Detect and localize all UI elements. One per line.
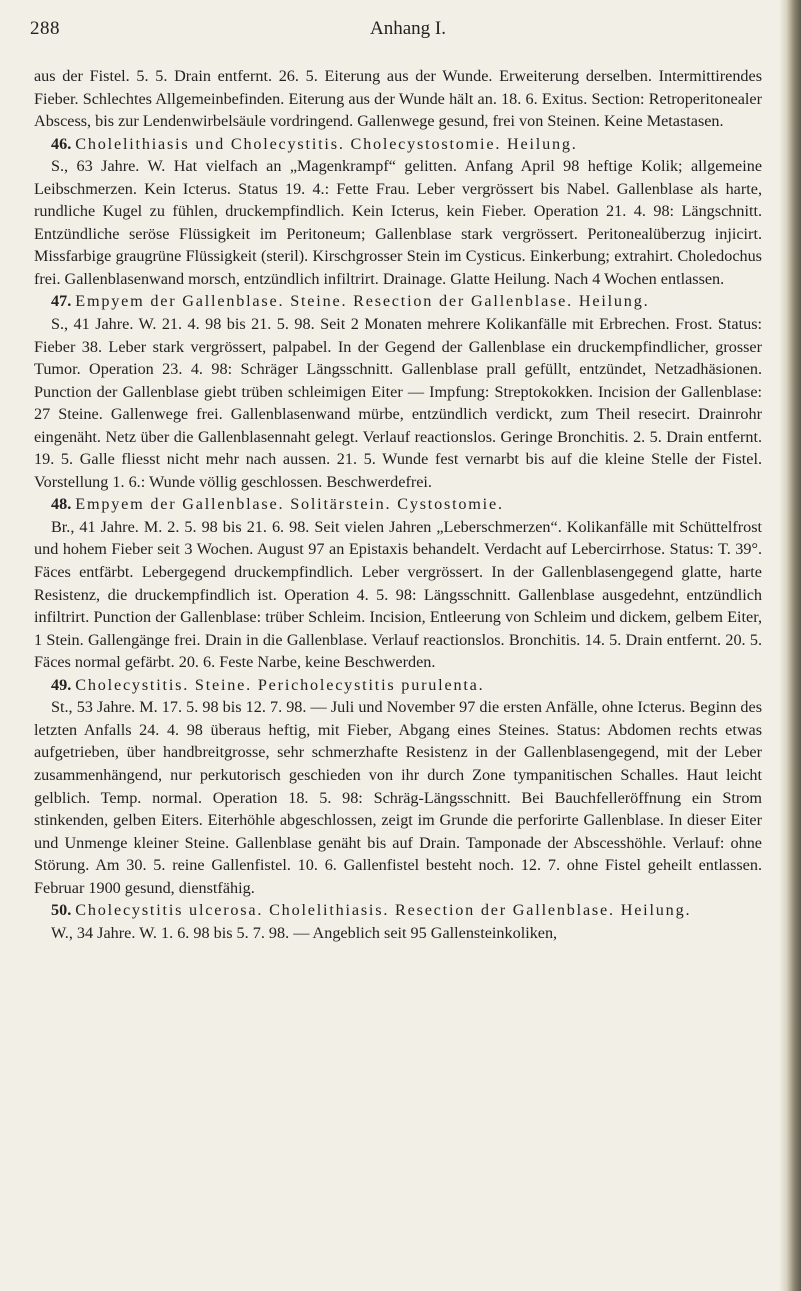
case-title: Cholecystitis. Steine. Pericholecystitis purulenta. xyxy=(75,675,485,694)
paragraph: W., 34 Jahre. W. 1. 6. 98 bis 5. 7. 98. — Angeblich seit 95 Gallensteinkoliken, xyxy=(51,923,558,942)
page-edge-shadow xyxy=(779,0,801,1291)
case-title: Empyem der Gallenblase. Steine. Resection der Gallenblase. Heilung. xyxy=(75,292,650,311)
case-title: Empyem der Gallenblase. Solitärstein. Cystostomie. xyxy=(75,495,504,514)
case-number: 47. xyxy=(51,292,72,311)
case-title: Cholelithiasis und Cholecystitis. Cholecystostomie. Heilung. xyxy=(75,134,578,153)
paragraph: S., 41 Jahre. W. 21. 4. 98 bis 21. 5. 98. Seit 2 Monaten mehrere Kolikanfälle mit Erbrechen. Frost. Status: Fieber 38. Leber stark vergrössert, palpabel. In der Gegend der Gallenblase ein druckempfindlicher, grosser Tumor. Operation 23. 4. 98: Schräger Längsschnitt. Gallenblase prall gefüllt, entzündet, Netzadhäsionen. Punction der Gallenblase giebt trüben schleimigen Eiter — Impfung: Streptokokken. Incision der Gallenblase: 27 Steine. Gallenwege frei. Gallenblasenwand mürbe, entzündlich verdickt, zum Theil resecirt. Drainrohr eingenäht. Netz über die Gallenblasennaht gelegt. Verlauf reactionslos. Geringe Bronchitis. 2. 5. Drain entfernt. 19. 5. Galle fliesst nicht mehr nach aussen. 21. 5. Wunde fest vernarbt bis auf die kleine Stelle der Fistel. Vorstellung 1. 6.: Wunde völlig geschlossen. Beschwerdefrei. xyxy=(34,315,762,491)
case-number: 50. xyxy=(51,901,72,920)
running-head: Anhang I. xyxy=(370,18,446,39)
case-number: 46. xyxy=(51,134,72,153)
page-number: 288 xyxy=(30,18,60,39)
paragraph: S., 63 Jahre. W. Hat vielfach an „Magenkrampf“ gelitten. Anfang April 98 heftige Kolik; allgemeine Leibschmerzen. Kein Icterus. Status 19. 4.: Fette Frau. Leber vergrössert bis Nabel. Gallenblase als harte, rundliche Kugel zu fühlen, druckempfindlich. Kein Icterus, kein Fieber. Operation 21. 4. 98: Längschnitt. Entzündliche seröse Flüssigkeit im Peritoneum; Gallenblase stark vergrössert. Peritonealüberzug injicirt. Missfarbige graugrüne Flüssigkeit (steril). Kirschgrosser Stein im Cysticus. Einkerbung; extrahirt. Choledochus frei. Gallenblasenwand morsch, entzündlich infiltrirt. Drainage. Glatte Heilung. Nach 4 Wochen entlassen. xyxy=(34,157,762,288)
case-heading xyxy=(34,674,762,697)
paragraph: aus der Fistel. 5. 5. Drain entfernt. 26. 5. Eiterung aus der Wunde. Erweiterung derselben. Intermittirendes Fieber. Schlechtes Allgemeinbefinden. Eiterung aus der Wunde hält an. 18. 6. Exitus. Section: Retroperitonealer Abscess, bis zur Lendenwirbelsäule vordringend. Gallenwege gesund, frei von Steinen. Keine Metastasen. xyxy=(34,67,762,131)
case-heading xyxy=(34,133,762,156)
case-heading xyxy=(34,290,762,313)
case-number: 49. xyxy=(51,675,72,694)
case-heading xyxy=(34,899,762,922)
body-text xyxy=(34,65,762,944)
case-title: Cholecystitis ulcerosa. Cholelithiasis. Resection der Gallenblase. Heilung. xyxy=(75,901,692,920)
case-heading xyxy=(34,493,762,516)
paragraph: Br., 41 Jahre. M. 2. 5. 98 bis 21. 6. 98. Seit vielen Jahren „Leberschmerzen“. Kolikanfälle mit Schüttelfrost und hohem Fieber seit 3 Wochen. August 97 an Epistaxis behandelt. Verdacht auf Lebercirrhose. Status: T. 39°. Fäces entfärbt. Lebergegend druckempfindlich. Leber vergrössert. In der Gallenblasengegend glatte, harte Resistenz, die druckempfindlich ist. Operation 4. 5. 98: Längsschnitt. Gallenblase ausgedehnt, entzündlich infiltrirt. Punction der Gallenblase: trüber Schleim. Incision, Entleerung von Schleim und dickem, gelbem Eiter, 1 Stein. Gallengänge frei. Drain in die Gallenblase. Verlauf reactionslos. Bronchitis. 14. 5. Drain entfernt. 20. 5. Fäces normal gefärbt. 20. 6. Feste Narbe, keine Beschwerden. xyxy=(34,517,762,672)
paragraph: St., 53 Jahre. M. 17. 5. 98 bis 12. 7. 98. — Juli und November 97 die ersten Anfälle, ohne Icterus. Beginn des letzten Anfalls 24. 4. 98 überaus heftig, mit Fieber, Abgang eines Steines. Status: Abdomen rechts etwas aufgetrieben, über handbreitgrosse, sehr schmerzhafte Resistenz in der Gallenblasengegend, mit der Leber zusammenhängend, nur perkutorisch geschieden von ihr durch Zone tympanitischen Schalles. Haut leicht gelblich. Temp. normal. Operation 18. 5. 98: Schräg-Längsschnitt. Bei Bauchfelleröffnung ein Strom stinkenden, gelben Eiters. Eiterhöhle abgeschlossen, zeigt im Grunde die perforirte Gallenblase. In dieser Eiter und Unmenge kleiner Steine. Gallenblase genäht bis auf Drain. Tamponade der Abscesshöhle. Verlauf: ohne Störung. Am 30. 5. reine Gallenfistel. 10. 6. Gallenfistel besteht noch. 12. 7. ohne Fistel geheilt entlassen. Februar 1900 gesund, dienstfähig. xyxy=(34,698,762,897)
page-header xyxy=(30,18,770,42)
case-number: 48. xyxy=(51,495,72,514)
